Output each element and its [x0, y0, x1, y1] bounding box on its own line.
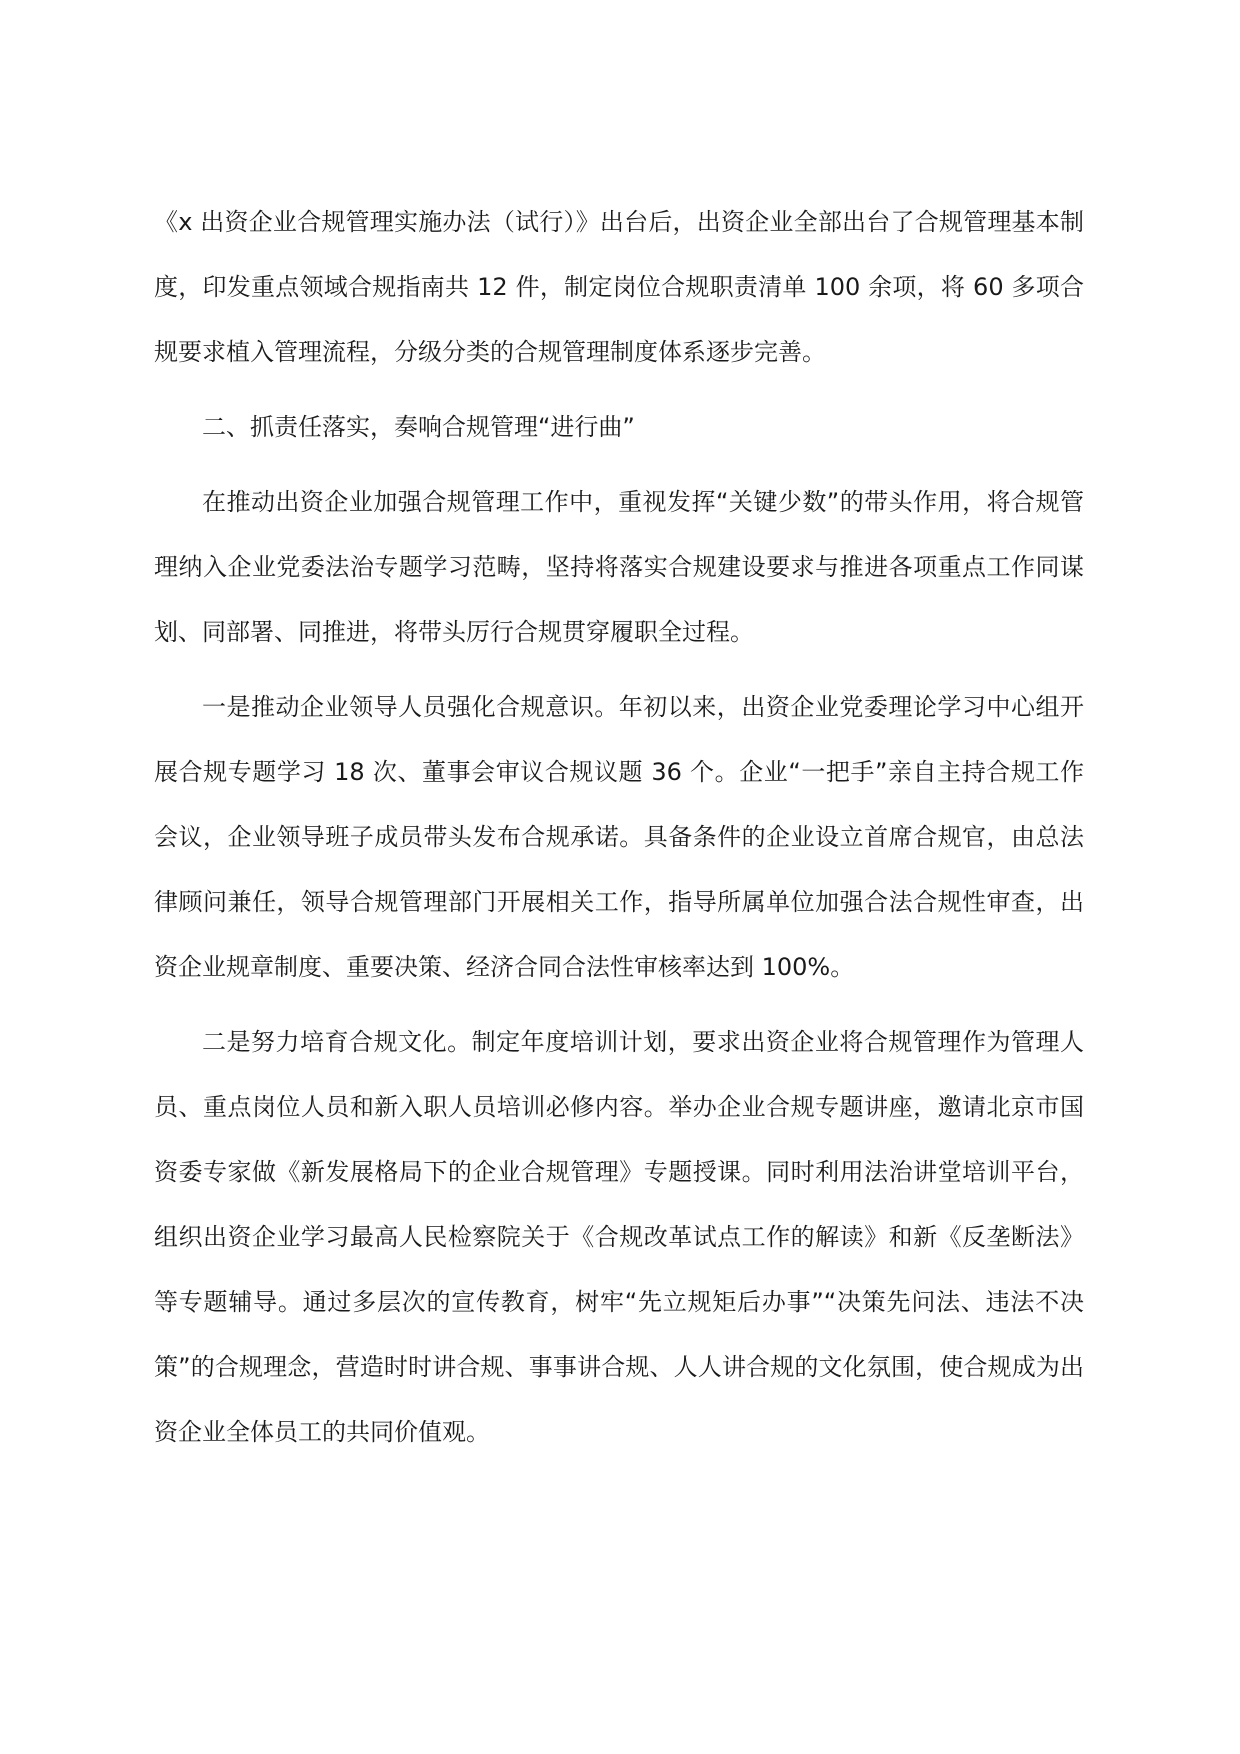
section-heading: 二、抓责任落实，奏响合规管理“进行曲”: [202, 413, 635, 441]
paragraph-leadership-awareness: 一是推动企业领导人员强化合规意识。年初以来，出资企业党委理论学习中心组开展合规专题学习 18 次、董事会审议合规议题 36 个。企业“一把手”亲自主持合规工作会议，企业领导班子成员带头发布合规承诺。具备条件的企业设立首席合规官，由总法律顾问兼任，领导合规管理部门开展相关工作，指导所属单位加强合法合规性审查，出资企业规章制度、重要决策、经济合同合法性审核率达到 100%。: [154, 693, 1084, 981]
document-page: [154, 190, 1084, 1465]
paragraph-key-minority: 在推动出资企业加强合规管理工作中，重视发挥“关键少数”的带头作用，将合规管理纳入企业党委法治专题学习范畴，坚持将落实合规建设要求与推进各项重点工作同谋划、同部署、同推进，将带头厉行合规贯穿履职全过程。: [154, 488, 1084, 646]
paragraph-intro: 《x 出资企业合规管理实施办法（试行）》出台后，出资企业全部出台了合规管理基本制度，印发重点领域合规指南共 12 件，制定岗位合规职责清单 100 余项，将 60 多项合规要求植入管理流程，分级分类的合规管理制度体系逐步完善。: [154, 208, 1084, 366]
paragraph-compliance-culture: 二是努力培育合规文化。制定年度培训计划，要求出资企业将合规管理作为管理人员、重点岗位人员和新入职人员培训必修内容。举办企业合规专题讲座，邀请北京市国资委专家做《新发展格局下的企业合规管理》专题授课。同时利用法治讲堂培训平台，组织出资企业学习最高人民检察院关于《合规改革试点工作的解读》和新《反垄断法》等专题辅导。通过多层次的宣传教育，树牢“先立规矩后办事”“决策先问法、违法不决策”的合规理念，营造时时讲合规、事事讲合规、人人讲合规的文化氛围，使合规成为出资企业全体员工的共同价值观。: [154, 1028, 1084, 1446]
